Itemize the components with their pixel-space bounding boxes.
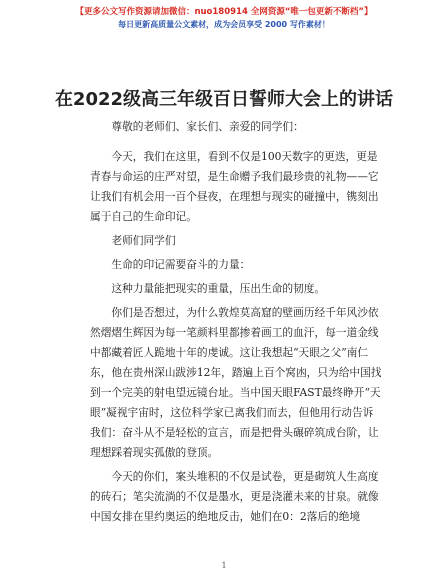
header-banner: [0, 6, 448, 31]
document-title: 在2022级高三年级百日誓师大会上的讲话: [54, 89, 394, 110]
paragraph: 今天，我们在这里，看到不仅是100天数字的更迭，更是青春与命运的庄严对望，是生命赠予我们最珍贵的礼物——它让我们有机会用一百个昼夜，在理想与现实的碰撞中，镌刻出属于自己的生命印记。: [90, 150, 379, 223]
paragraph: 你们是否想过，为什么敦煌莫高窟的壁画历经千年风沙依然熠熠生辉因为每一笔颜料里都掺着画工的血汗，每一道金线中都藏着匠人跪地十年的虔诚。这让我想起“天眼之父”南仁东，他在贵州深山跋涉12年，踏遍上百个窝凼，只为给中国找到一个完美的射电望远镜台址。当中国天眼FAST最终睁开“天眼”凝视宇宙时，这位科学家已离我们而去，但他用行动告诉我们：奋斗从不是轻松的宣言，而是把骨头碾碎筑成台阶，让理想踩着现实孤傲的登顶。: [90, 306, 382, 459]
banner-line-2: 每日更新高质量公文素材，成为会员享受 2000 写作素材！: [118, 20, 330, 29]
paragraph: 生命的印记需要奋斗的力量：: [111, 258, 251, 271]
salutation: 尊敬的老师们、家长们、亲爱的同学们：: [111, 120, 304, 133]
paragraph: 这种力量能把现实的重量，压出生命的韧度。: [111, 282, 326, 295]
paragraph: 老师们同学们: [111, 234, 176, 247]
banner-line-1: 【更多公文写作资源请加微信：nuo180914 全网资源“唯一包更新不断档”】: [75, 7, 373, 17]
paragraph: 今天的你们，案头堆积的不仅是试卷，更是砌筑人生高度的砖石；笔尖流淌的不仅是墨水，更是浇灌未来的甘泉。就像中国女排在里约奥运的绝地反击，她们在0：2落后的绝境: [90, 470, 379, 523]
document-body: [90, 117, 384, 531]
page-number: 1: [221, 561, 227, 570]
